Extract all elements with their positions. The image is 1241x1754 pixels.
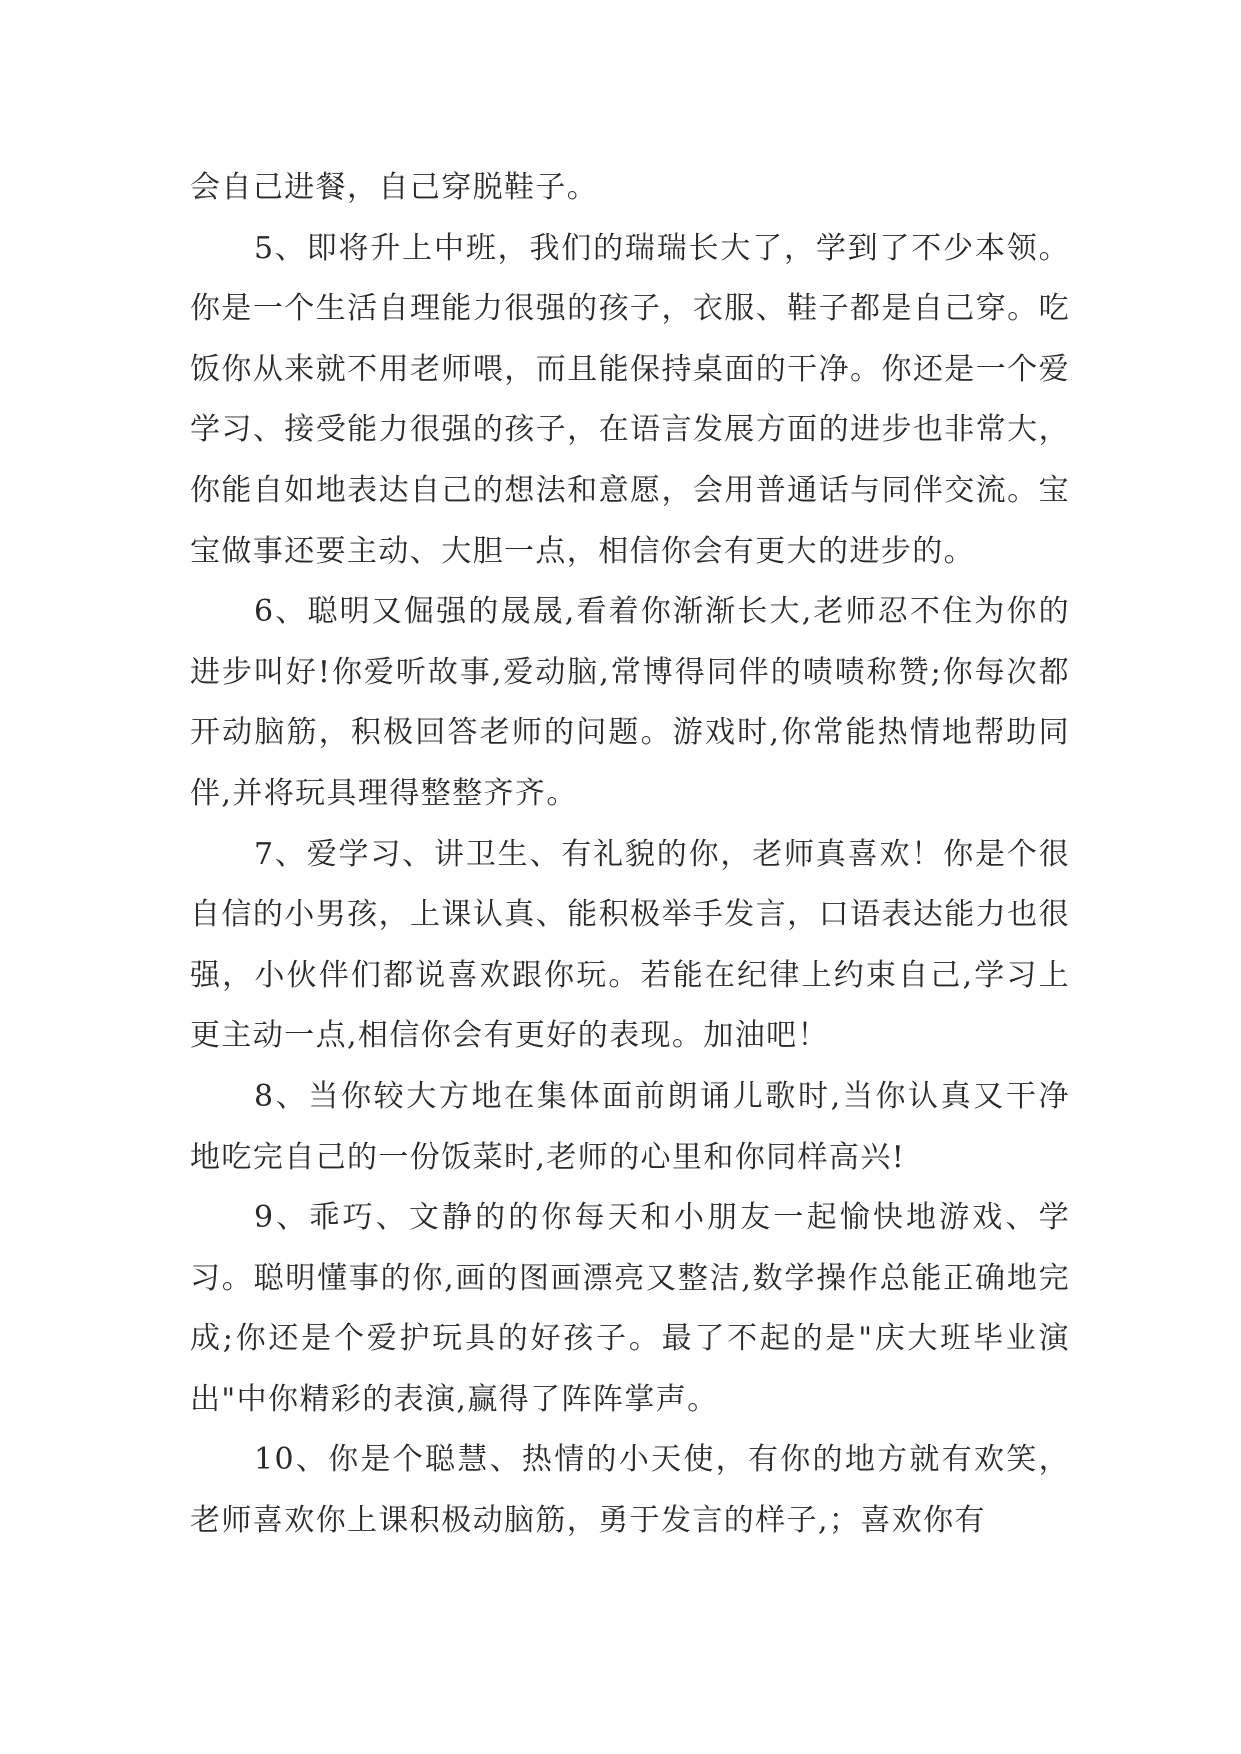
paragraph-9: 9、乖巧、文静的的你每天和小朋友一起愉快地游戏、学习。聪明懂事的你,画的图画漂亮又整洁,数学操作总能正确地完成;你还是个爱护玩具的好孩子。最了不起的是"庆大班毕业演出"中你精彩的表演,赢得了阵阵掌声。: [190, 1200, 1070, 1417]
paragraph-6: 6、聪明又倔强的晟晟,看着你渐渐长大,老师忍不住为你的进步叫好!你爱听故事,爱动脑,常博得同伴的啧啧称赞;你每次都开动脑筋，积极回答老师的问题。游戏时,你常能热情地帮助同伴,并将玩具理得整整齐齐。: [190, 594, 1070, 811]
paragraph-8: 8、当你较大方地在集体面前朗诵儿歌时,当你认真又干净地吃完自己的一份饭菜时,老师的心里和你同样高兴!: [190, 1078, 1070, 1175]
paragraph-continuation: 会自己进餐，自己穿脱鞋子。: [190, 170, 599, 205]
paragraph-7: 7、爱学习、讲卫生、有礼貌的你，老师真喜欢！你是个很自信的小男孩，上课认真、能积极举手发言，口语表达能力也很强，小伙伴们都说喜欢跟你玩。若能在纪律上约束自己,学习上更主动一点,相信你会有更好的表现。加油吧！: [190, 836, 1070, 1054]
document-body: [190, 158, 1070, 1552]
paragraph-10: 10、你是个聪慧、热情的小天使，有你的地方就有欢笑，老师喜欢你上课积极动脑筋，勇于发言的样子,；喜欢你有: [190, 1442, 1070, 1539]
paragraph-5: 5、即将升上中班，我们的瑞瑞长大了，学到了不少本领。你是一个生活自理能力很强的孩子，衣服、鞋子都是自己穿。吃饭你从来就不用老师喂，而且能保持桌面的干净。你还是一个爱学习、接受能力很强的孩子，在语言发展方面的进步也非常大，你能自如地表达自己的想法和意愿，会用普通话与同伴交流。宝宝做事还要主动、大胆一点，相信你会有更大的进步的。: [190, 230, 1070, 569]
